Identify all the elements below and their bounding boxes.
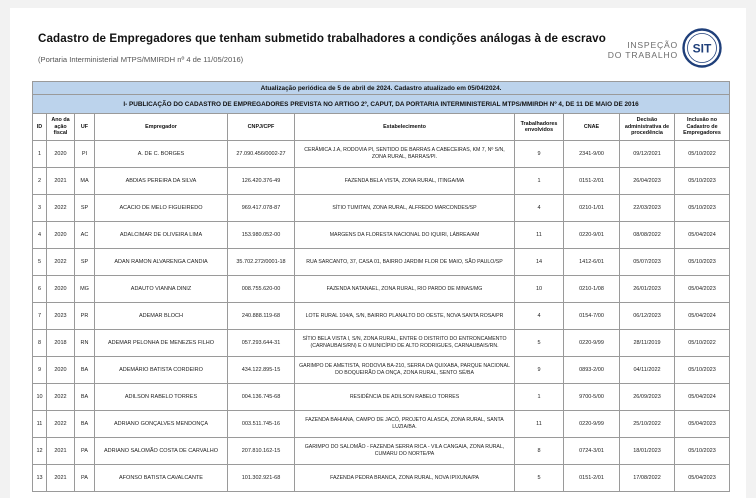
cell-decisao: 26/04/2023 xyxy=(620,168,675,195)
cell-id: 13 xyxy=(33,465,47,492)
cell-id: 9 xyxy=(33,357,47,384)
page-subtitle: (Portaria Interministerial MTPS/MMIRDH nº 4 de 11/05/2016) xyxy=(38,55,244,64)
cell-trabalhadores: 5 xyxy=(515,330,564,357)
cell-decisao: 26/01/2023 xyxy=(620,276,675,303)
cell-ano: 2022 xyxy=(47,384,75,411)
column-header: CNAE xyxy=(564,114,620,141)
column-header: ID xyxy=(33,114,47,141)
cell-cnpj: 969.417.078-87 xyxy=(228,195,295,222)
cell-cnpj: 008.755.620-00 xyxy=(228,276,295,303)
table-row xyxy=(33,384,730,411)
cell-trabalhadores: 11 xyxy=(515,222,564,249)
cell-empregador: ADILSON RABELO TORRES xyxy=(95,384,228,411)
update-banner: Atualização periódica de 5 de abril de 2024. Cadastro atualizado em 05/04/2024. xyxy=(33,82,730,95)
cell-uf: PI xyxy=(75,141,95,168)
column-header: Ano da ação fiscal xyxy=(47,114,75,141)
cell-empregador: AFONSO BATISTA CAVALCANTE xyxy=(95,465,228,492)
cell-ano: 2018 xyxy=(47,330,75,357)
cadastro-table xyxy=(32,81,730,492)
cell-inclusao: 05/04/2024 xyxy=(675,222,730,249)
cell-id: 4 xyxy=(33,222,47,249)
table-row xyxy=(33,195,730,222)
cell-id: 12 xyxy=(33,438,47,465)
cell-cnpj: 35.702.272/0001-18 xyxy=(228,249,295,276)
cell-trabalhadores: 5 xyxy=(515,465,564,492)
cell-empregador: ACACIO DE MELO FIGUEIREDO xyxy=(95,195,228,222)
cell-trabalhadores: 11 xyxy=(515,411,564,438)
table-row xyxy=(33,438,730,465)
cell-ano: 2020 xyxy=(47,357,75,384)
cell-ano: 2020 xyxy=(47,141,75,168)
cell-uf: AC xyxy=(75,222,95,249)
cell-uf: RN xyxy=(75,330,95,357)
cell-estabelecimento: SÍTIO TUMITAN, ZONA RURAL, ALFREDO MARCONDES/SP xyxy=(295,195,515,222)
cell-estabelecimento: RUA SARCANTO, 37, CASA 01, BAIRRO JARDIM FLOR DE MAIO, SÃO PAULO/SP xyxy=(295,249,515,276)
cell-trabalhadores: 10 xyxy=(515,276,564,303)
cell-ano: 2020 xyxy=(47,276,75,303)
cell-inclusao: 05/10/2022 xyxy=(675,141,730,168)
cell-estabelecimento: GARIMPO DE AMETISTA, RODOVIA BA-210, SERRA DA QUIXABA, PARQUE NACIONAL DO BOQUEIRÃO DA ONÇA, ZONA RURAL, SENTO SÉ/BA xyxy=(295,357,515,384)
table-row xyxy=(33,222,730,249)
cell-id: 5 xyxy=(33,249,47,276)
cell-ano: 2021 xyxy=(47,168,75,195)
cell-empregador: ADAN RAMON ALVARENGA CANDIA xyxy=(95,249,228,276)
cell-inclusao: 05/04/2023 xyxy=(675,411,730,438)
table-row xyxy=(33,303,730,330)
cell-decisao: 22/03/2023 xyxy=(620,195,675,222)
cell-decisao: 06/12/2023 xyxy=(620,303,675,330)
cell-estabelecimento: RESIDÊNCIA DE ADILSON RABELO TORRES xyxy=(295,384,515,411)
cell-id: 6 xyxy=(33,276,47,303)
cell-inclusao: 05/10/2023 xyxy=(675,249,730,276)
table-row xyxy=(33,249,730,276)
document-page xyxy=(10,8,746,498)
sit-seal-icon xyxy=(682,28,722,68)
column-header: Empregador xyxy=(95,114,228,141)
cell-inclusao: 05/04/2023 xyxy=(675,465,730,492)
cell-ano: 2022 xyxy=(47,195,75,222)
cell-cnae: 0210-1/01 xyxy=(564,195,620,222)
cell-id: 8 xyxy=(33,330,47,357)
cell-id: 10 xyxy=(33,384,47,411)
cell-uf: MG xyxy=(75,276,95,303)
page-title: Cadastro de Empregadores que tenham submetido trabalhadores a condições análogas à de escravo xyxy=(38,32,606,45)
cell-cnae: 0724-3/01 xyxy=(564,438,620,465)
cell-decisao: 09/12/2021 xyxy=(620,141,675,168)
cell-empregador: ABDIAS PEREIRA DA SILVA xyxy=(95,168,228,195)
cell-decisao: 08/08/2022 xyxy=(620,222,675,249)
cell-decisao: 18/01/2023 xyxy=(620,438,675,465)
cell-estabelecimento: CERÂMICA J.A, RODOVIA PI, SENTIDO DE BARRAS A CABECEIRAS, KM 7, Nº S/N, ZONA RURAL, BARRAS/PI. xyxy=(295,141,515,168)
cell-ano: 2021 xyxy=(47,465,75,492)
cell-cnae: 2341-9/00 xyxy=(564,141,620,168)
cell-trabalhadores: 9 xyxy=(515,141,564,168)
cell-ano: 2021 xyxy=(47,438,75,465)
table-header-row xyxy=(33,114,730,141)
cell-empregador: A. DE C. BORGES xyxy=(95,141,228,168)
cell-estabelecimento: LOTE RURAL 104/A, S/N, BAIRRO PLANALTO DO OESTE, NOVA SANTA ROSA/PR xyxy=(295,303,515,330)
cell-estabelecimento: FAZENDA BAHIANA, CAMPO DE JACÓ, PROJETO ALASCA, ZONA RURAL, SANTA LUZIA/BA. xyxy=(295,411,515,438)
column-header: CNPJ/CPF xyxy=(228,114,295,141)
cell-uf: SP xyxy=(75,249,95,276)
column-header: Estabelecimento xyxy=(295,114,515,141)
cell-estabelecimento: FAZENDA NATANAEL, ZONA RURAL, RIO PARDO DE MINAS/MG xyxy=(295,276,515,303)
cell-trabalhadores: 4 xyxy=(515,195,564,222)
cell-estabelecimento: SÍTIO BELA VISTA I, S/N, ZONA RURAL, ENTRE O DISTRITO DO ENTRONCAMENTO (CARNAUBAIS/RN) E O MUNICÍPIO DE ALTO RODRIGUES, CARNAUBAIS/RN. xyxy=(295,330,515,357)
cell-cnpj: 27.090.456/0002-27 xyxy=(228,141,295,168)
cell-empregador: ADRIANO GONÇALVES MENDONÇA xyxy=(95,411,228,438)
column-header: Trabalhadores envolvidos xyxy=(515,114,564,141)
logo-line-2: DO TRABALHO xyxy=(607,50,678,60)
cell-trabalhadores: 1 xyxy=(515,168,564,195)
cell-uf: MA xyxy=(75,168,95,195)
cell-decisao: 17/08/2022 xyxy=(620,465,675,492)
cell-ano: 2023 xyxy=(47,303,75,330)
cell-inclusao: 05/10/2023 xyxy=(675,195,730,222)
cell-inclusao: 05/04/2024 xyxy=(675,303,730,330)
cell-inclusao: 05/10/2023 xyxy=(675,357,730,384)
table-row xyxy=(33,330,730,357)
cell-empregador: ADRIANO SALOMÃO COSTA DE CARVALHO xyxy=(95,438,228,465)
table-row xyxy=(33,276,730,303)
cell-cnae: 1412-6/01 xyxy=(564,249,620,276)
cell-cnae: 0154-7/00 xyxy=(564,303,620,330)
cell-inclusao: 05/10/2023 xyxy=(675,438,730,465)
cell-uf: BA xyxy=(75,411,95,438)
logo-line-1: INSPEÇÃO xyxy=(627,40,678,50)
cell-decisao: 28/11/2019 xyxy=(620,330,675,357)
cell-cnae: 0151-2/01 xyxy=(564,465,620,492)
cell-uf: PA xyxy=(75,438,95,465)
cell-id: 7 xyxy=(33,303,47,330)
cell-estabelecimento: GARIMPO DO SALOMÃO - FAZENDA SERRA RICA - VILA CANGAIA, ZONA RURAL, CUMARU DO NORTE/PA xyxy=(295,438,515,465)
cell-estabelecimento: FAZENDA PEDRA BRANCA, ZONA RURAL, NOVA IPIXUNA/PA xyxy=(295,465,515,492)
cell-empregador: ADEMAR BLOCH xyxy=(95,303,228,330)
cell-inclusao: 05/04/2024 xyxy=(675,384,730,411)
cell-empregador: ADAUTO VIANNA DINIZ xyxy=(95,276,228,303)
table-row xyxy=(33,411,730,438)
cell-cnpj: 126.420.376-49 xyxy=(228,168,295,195)
cell-trabalhadores: 9 xyxy=(515,357,564,384)
cell-id: 2 xyxy=(33,168,47,195)
cell-cnpj: 057.293.644-31 xyxy=(228,330,295,357)
cell-ano: 2020 xyxy=(47,222,75,249)
cell-inclusao: 05/04/2023 xyxy=(675,276,730,303)
table-row xyxy=(33,465,730,492)
cell-decisao: 04/11/2022 xyxy=(620,357,675,384)
cell-trabalhadores: 4 xyxy=(515,303,564,330)
cell-uf: BA xyxy=(75,357,95,384)
column-header: Inclusão no Cadastro de Empregadores xyxy=(675,114,730,141)
cell-inclusao: 05/10/2022 xyxy=(675,330,730,357)
column-header: Decisão administrativa de procedência xyxy=(620,114,675,141)
seal-mark: SIT xyxy=(692,41,712,56)
cell-decisao: 26/09/2023 xyxy=(620,384,675,411)
section-title: I- PUBLICAÇÃO DO CADASTRO DE EMPREGADORES PREVISTA NO ARTIGO 2º, CAPUT, DA PORTARIA INTERMINISTERIAL MTPS/MMIRDH Nº 4, DE 11 DE MAIO DE 2016 xyxy=(33,95,730,114)
table-row xyxy=(33,141,730,168)
cell-ano: 2022 xyxy=(47,411,75,438)
cell-id: 1 xyxy=(33,141,47,168)
cell-decisao: 25/10/2022 xyxy=(620,411,675,438)
inspecao-logo-text xyxy=(608,40,678,60)
cell-estabelecimento: MARGENS DA FLORESTA NACIONAL DO IQUIRI, LÁBREA/AM xyxy=(295,222,515,249)
cell-cnpj: 240.888.119-68 xyxy=(228,303,295,330)
cell-cnae: 0151-2/01 xyxy=(564,168,620,195)
cell-decisao: 05/07/2023 xyxy=(620,249,675,276)
cell-cnpj: 153.980.052-00 xyxy=(228,222,295,249)
cell-cnae: 9700-5/00 xyxy=(564,384,620,411)
cell-ano: 2022 xyxy=(47,249,75,276)
cell-uf: SP xyxy=(75,195,95,222)
cell-empregador: ADEMÁRIO BATISTA CORDEIRO xyxy=(95,357,228,384)
table-row xyxy=(33,357,730,384)
cell-cnpj: 003.511.745-16 xyxy=(228,411,295,438)
cell-inclusao: 05/10/2023 xyxy=(675,168,730,195)
cell-empregador: ADEMAR PELONHA DE MENEZES FILHO xyxy=(95,330,228,357)
cell-cnae: 0220-9/01 xyxy=(564,222,620,249)
column-header: UF xyxy=(75,114,95,141)
cell-cnae: 0220-9/99 xyxy=(564,330,620,357)
cell-cnae: 0210-1/08 xyxy=(564,276,620,303)
cell-cnpj: 101.302.921-68 xyxy=(228,465,295,492)
cell-estabelecimento: FAZENDA BELA VISTA, ZONA RURAL, ITINGA/MA xyxy=(295,168,515,195)
table-row xyxy=(33,168,730,195)
cell-id: 11 xyxy=(33,411,47,438)
cell-uf: PA xyxy=(75,465,95,492)
cell-cnpj: 207.810.162-15 xyxy=(228,438,295,465)
cell-trabalhadores: 8 xyxy=(515,438,564,465)
cell-uf: BA xyxy=(75,384,95,411)
cell-cnae: 0893-2/00 xyxy=(564,357,620,384)
cell-trabalhadores: 1 xyxy=(515,384,564,411)
cell-uf: PR xyxy=(75,303,95,330)
cell-empregador: ADALCIMAR DE OLIVEIRA LIMA xyxy=(95,222,228,249)
cell-trabalhadores: 14 xyxy=(515,249,564,276)
cell-cnpj: 434.122.895-15 xyxy=(228,357,295,384)
cell-id: 3 xyxy=(33,195,47,222)
cell-cnpj: 004.136.745-68 xyxy=(228,384,295,411)
cell-cnae: 0220-9/99 xyxy=(564,411,620,438)
